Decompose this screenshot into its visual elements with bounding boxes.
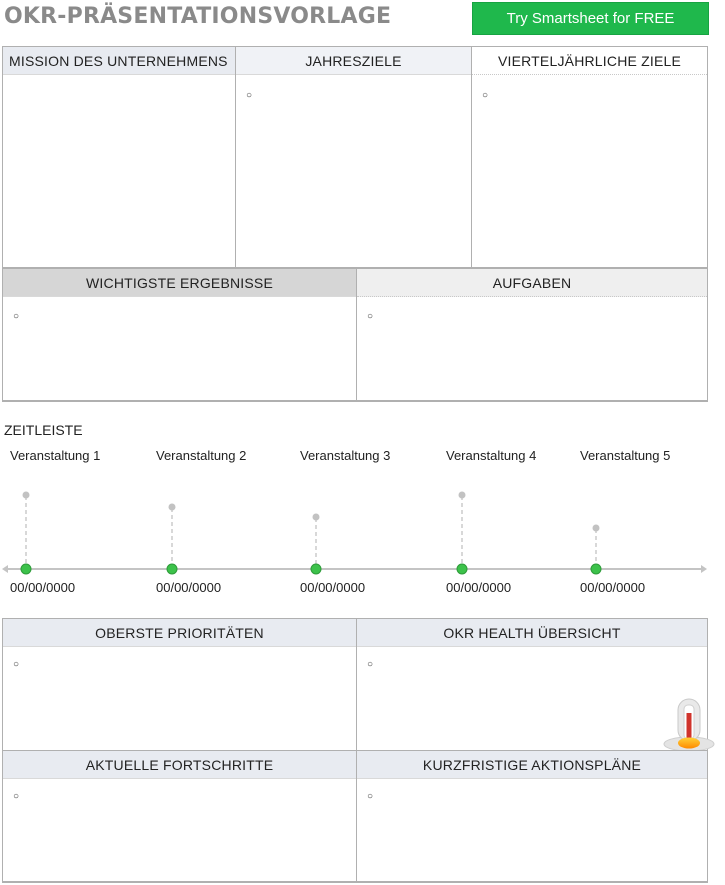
action-plans-panel: [356, 750, 708, 883]
timeline-left-arrow: [2, 565, 8, 573]
key-results-header: WICHTIGSTE ERGEBNISSE: [3, 269, 356, 297]
milestone-4: [457, 492, 467, 575]
priorities-header: OBERSTE PRIORITÄTEN: [3, 619, 356, 647]
milestone-2: [167, 504, 177, 575]
annual-goals-header: JAHRESZIELE: [236, 47, 471, 75]
progress-panel: [2, 750, 357, 883]
timeline-graphic: [0, 470, 725, 580]
mission-panel: [2, 46, 236, 269]
bullet: ○: [246, 90, 253, 101]
quarterly-goals-panel: [471, 46, 708, 269]
milestone-1: [21, 492, 31, 575]
page-title: OKR-PRÄSENTATIONSVORLAGE: [4, 4, 392, 29]
bullet: ○: [367, 659, 374, 670]
timeline-label: ZEITLEISTE: [4, 422, 83, 438]
mission-header: MISSION DES UNTERNEHMENS: [3, 47, 235, 75]
event-label: Veranstaltung 4: [446, 448, 537, 463]
action-plans-header: KURZFRISTIGE AKTIONSPLÄNE: [357, 751, 707, 779]
event-label: Veranstaltung 3: [300, 448, 391, 463]
event-label: Veranstaltung 1: [10, 448, 101, 463]
bullet: ○: [367, 311, 374, 322]
key-results-panel: [2, 268, 357, 402]
milestone-3: [311, 514, 321, 575]
try-smartsheet-button[interactable]: Try Smartsheet for FREE: [472, 2, 709, 35]
bullet: ○: [367, 791, 374, 802]
annual-goals-panel: [235, 46, 472, 269]
event-date: 00/00/0000: [10, 580, 76, 595]
bullet: ○: [13, 791, 20, 802]
progress-header: AKTUELLE FORTSCHRITTE: [3, 751, 356, 779]
quarterly-goals-header: VIERTELJÄHRLICHE ZIELE: [472, 47, 707, 75]
priorities-panel: [2, 618, 357, 751]
bullet: ○: [13, 659, 20, 670]
bullet: ○: [482, 90, 489, 101]
timeline-right-arrow: [701, 565, 707, 573]
milestone-5: [591, 525, 601, 575]
event-date: 00/00/0000: [580, 580, 646, 595]
thermometer-icon: [662, 693, 718, 755]
event-date: 00/00/0000: [300, 580, 366, 595]
okr-health-header: OKR HEALTH ÜBERSICHT: [357, 619, 707, 647]
bullet: ○: [13, 311, 20, 322]
event-label: Veranstaltung 5: [580, 448, 671, 463]
tasks-panel: [356, 268, 708, 402]
event-label: Veranstaltung 2: [156, 448, 247, 463]
tasks-header: AUFGABEN: [357, 269, 707, 297]
event-date: 00/00/0000: [446, 580, 512, 595]
event-date: 00/00/0000: [156, 580, 222, 595]
okr-health-panel: [356, 618, 708, 751]
